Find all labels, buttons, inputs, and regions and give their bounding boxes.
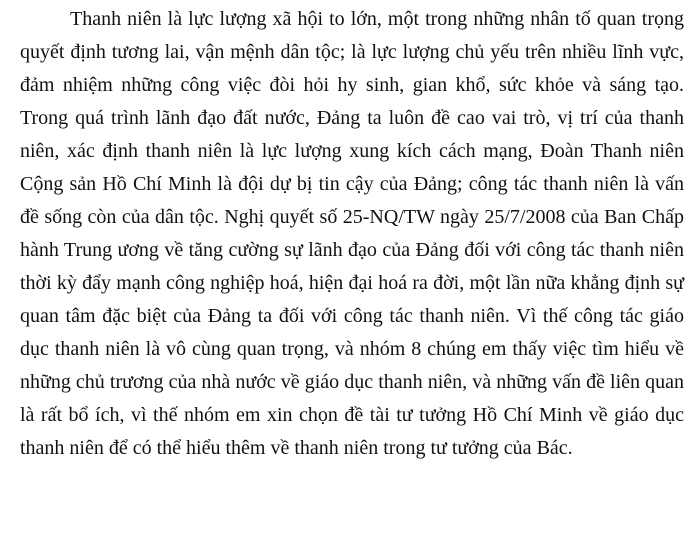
body-paragraph: Thanh niên là lực lượng xã hội to lớn, một trong những nhân tố quan trọng quyết định tương lai, vận mệnh dân tộc; là lực lượng chủ yếu trên nhiều lĩnh vực, đảm nhiệm những công việc đòi hỏi hy sinh, gian khổ, sức khỏe và sáng tạo. Trong quá trình lãnh đạo đất nước, Đảng ta luôn đề cao vai trò, vị trí của thanh niên, xác định thanh niên là lực lượng xung kích cách mạng, Đoàn Thanh niên Cộng sản Hồ Chí Minh là đội dự bị tin cậy của Đảng; công tác thanh niên là vấn đề sống còn của dân tộc. Nghị quyết số 25-NQ/TW ngày 25/7/2008 của Ban Chấp hành Trung ương về tăng cường sự lãnh đạo của Đảng đối với công tác thanh niên thời kỳ đẩy mạnh công nghiệp hoá, hiện đại hoá ra đời, một lần nữa khẳng định sự quan tâm đặc biệt của Đảng ta đối với công tác thanh niên. Vì thế công tác giáo dục thanh niên là vô cùng quan trọng, và nhóm 8 chúng em thấy việc tìm hiểu về những chủ trương của nhà nước về giáo dục thanh niên, và những vấn đề liên quan là rất bổ ích, vì thế nhóm em xin chọn đề tài tư tưởng Hồ Chí Minh về giáo dục thanh niên để có thể hiểu thêm về thanh niên trong tư tưởng của Bác.: [20, 8, 684, 459]
